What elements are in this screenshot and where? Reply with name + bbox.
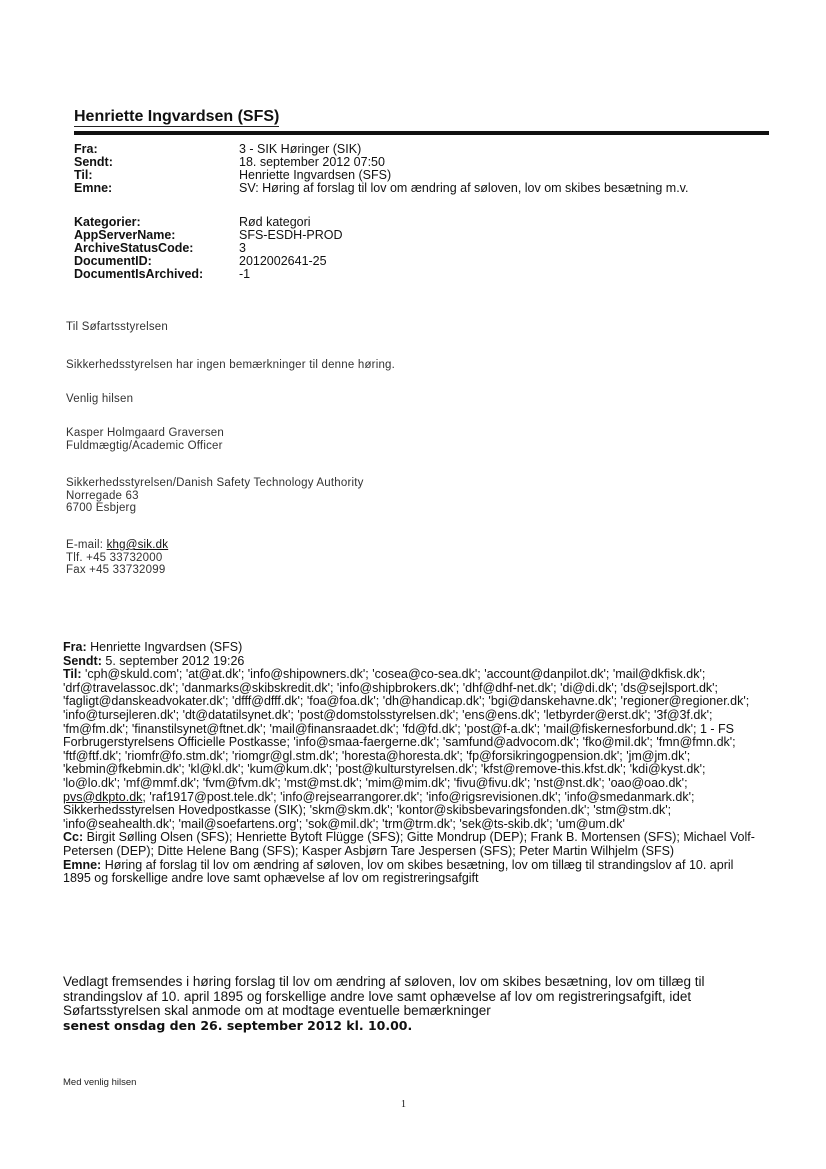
meta-label: DocumentIsArchived: xyxy=(74,267,204,281)
forward-to-recipients-cont: ; 'raf1917@post.tele.dk'; 'info@rejsearrangorer.dk'; 'info@rigsrevisionen.dk'; 'info@smedanmark.dk'; Sikkerhedsstyrelsen Hovedpostkasse (SIK); 'skm@skm.dk'; 'kontor@skibsbevaringsfonden.dk'; 'stm@stm.dk'; 'info@seahealth.dk'; 'mail@soefartens.org'; 'sok@mil.dk'; 'trm@trm.dk'; 'sek@ts-skib.dk'; 'um@um.dk' xyxy=(63,789,695,831)
message-body xyxy=(63,975,753,1033)
header-from-label: Fra: xyxy=(74,142,98,156)
header-sent-label: Sendt: xyxy=(74,155,113,169)
contact-email-line xyxy=(66,539,168,552)
reply-text: Sikkerhedsstyrelsen har ingen bemærkninger til denne høring. xyxy=(66,359,396,371)
forwarded-header xyxy=(63,641,763,886)
contact-fax: Fax +45 33732099 xyxy=(66,564,166,576)
reply-address xyxy=(66,477,364,515)
forward-from-value: Henriette Ingvardsen (SFS) xyxy=(90,640,243,654)
forward-to-recipients: 'cph@skuld.com'; 'at@at.dk'; 'info@shipowners.dk'; 'cosea@co-sea.dk'; 'account@danpilot.dk'; 'mail@dkfisk.dk'; 'drf@travelassoc.dk'; 'danmarks@skibskredit.dk'; 'info@shipbrokers.dk'; 'dhf@dhf-net.dk'; 'di@di.dk'; 'ds@sejlsport.dk'; 'fagligt@danskeadvokater.dk'; 'dfff@dfff.dk'; 'foa@foa.dk'; 'dh@handicap.dk'; 'bgi@danskehavne.dk'; 'regioner@regioner.dk'; 'info@tursejleren.dk'; 'dt@datatilsynet.dk'; 'post@domstolsstyrelsen.dk'; 'ens@ens.dk'; 'letbyrder@erst.dk'; '3f@3f.dk'; 'fm@fm.dk'; 'finanstilsynet@ftnet.dk'; 'mail@finansraadet.dk'; 'fd@fd.dk'; 'post@f-a.dk'; 'mail@fiskernesforbund.dk'; 1 - FS Forbrugerstyrelsens Officielle Postkasse; 'info@smaa-faergerne.dk'; 'samfund@advocom.dk'; 'fko@mil.dk'; 'fmn@fmn.dk'; 'ftf@ftf.dk'; 'riomfr@fo.stm.dk'; 'riomgr@gl.stm.dk'; 'horesta@horesta.dk'; 'fp@forsikringogpension.dk'; 'jm@jm.dk'; 'kebmin@fkebmin.dk'; 'kl@kl.dk'; 'kum@kum.dk'; 'post@kulturstyrelsen.dk'; 'kfst@remove-this.kfst.dk'; 'kdi@kyst.dk'; 'lo@lo.dk'; 'mf@mmf.dk'; 'fvm@fvm.dk'; 'mst@mst.dk'; 'mim@mim.dk'; 'fivu@fivu.dk'; 'nst@nst.dk'; 'oao@oao.dk'; xyxy=(63,667,750,790)
forward-cc xyxy=(63,831,763,858)
forward-to xyxy=(63,668,763,831)
forward-to-link[interactable]: pvs@dkpto.dk xyxy=(63,789,143,804)
header-subject-row xyxy=(74,182,688,195)
forward-sent-label: Sendt: xyxy=(63,653,102,668)
message-deadline: senest onsdag den 26. september 2012 kl. 10.00. xyxy=(63,1017,413,1033)
forward-from xyxy=(63,641,763,655)
header-subject-value: SV: Høring af forslag til lov om ændring af søloven, lov om skibes besætning m.v. xyxy=(239,181,689,195)
reply-signature xyxy=(66,427,224,452)
address-org: Sikkerhedsstyrelsen/Danish Safety Technology Authority xyxy=(66,477,364,489)
meta-label: DocumentID: xyxy=(74,254,152,268)
message-text: Vedlagt fremsendes i høring forslag til lov om ændring af søloven, lov om skibes besætning, lov om tillæg til strandingslov af 10. april 1895 og forskellige andre love samt ophævelse af lov om registreringsafgift, idet Søfartsstyrelsen skal anmode om at modtage eventuelle bemærkninger xyxy=(63,974,705,1018)
signature-name: Kasper Holmgaard Graversen xyxy=(66,427,224,439)
email-link[interactable]: khg@sik.dk xyxy=(106,539,169,551)
reply-greeting: Til Søfartsstyrelsen xyxy=(66,321,168,333)
header-to-label: Til: xyxy=(74,168,93,182)
email-header xyxy=(74,143,688,195)
meta-value: 2012002641-25 xyxy=(239,254,327,268)
header-from-value: 3 - SIK Høringer (SIK) xyxy=(239,142,362,156)
title-underline xyxy=(74,126,279,127)
reply-closing: Venlig hilsen xyxy=(66,393,134,405)
header-to-value: Henriette Ingvardsen (SFS) xyxy=(239,168,392,182)
meta-label: ArchiveStatusCode: xyxy=(74,241,194,255)
forward-cc-value: Birgit Sølling Olsen (SFS); Henriette Bytoft Flügge (SFS); Gitte Mondrup (DEP); Frank B. Mortensen (SFS); Michael Volf-Petersen (DEP); Ditte Helene Bang (SFS); Kasper Asbjørn Tare Jespersen (SFS); Peter Martin Wilhjelm (SFS) xyxy=(63,830,755,858)
meta-label: Kategorier: xyxy=(74,215,141,229)
address-city: 6700 Esbjerg xyxy=(66,502,137,514)
meta-label: AppServerName: xyxy=(74,228,176,242)
meta-value: 3 xyxy=(239,241,246,255)
meta-value: Rød kategori xyxy=(239,215,311,229)
signature-role: Fuldmægtig/Academic Officer xyxy=(66,439,223,452)
email-metadata xyxy=(74,216,342,281)
reply-contact xyxy=(66,539,168,577)
forward-subject-value: Høring af forslag til lov om ændring af søloven, lov om skibes besætning, lov om tillæg til strandingslov af 10. april 1895 og forskellige andre love samt ophævelse af lov om registreringsafgift xyxy=(63,857,734,886)
document-title: Henriette Ingvardsen (SFS) xyxy=(74,108,280,125)
email-label: E-mail: xyxy=(66,539,107,551)
header-sent-value: 18. september 2012 07:50 xyxy=(239,155,385,169)
forward-sent-value: 5. september 2012 19:26 xyxy=(105,653,245,668)
meta-row xyxy=(74,268,342,281)
forward-cc-label: Cc: xyxy=(63,830,84,845)
meta-value: -1 xyxy=(239,267,251,281)
signoff: Med venlig hilsen xyxy=(63,1077,137,1088)
forward-sent xyxy=(63,655,763,669)
forward-subject xyxy=(63,859,763,886)
address-street: Norregade 63 xyxy=(66,489,139,502)
page-number: 1 xyxy=(401,1099,406,1110)
header-subject-label: Emne: xyxy=(74,181,113,195)
contact-phone: Tlf. +45 33732000 xyxy=(66,551,163,564)
meta-value: SFS-ESDH-PROD xyxy=(239,228,343,242)
forward-to-label: Til: xyxy=(63,667,82,682)
header-divider xyxy=(74,131,769,135)
forward-subject-label: Emne: xyxy=(63,857,102,872)
forward-from-label: Fra: xyxy=(63,640,87,654)
